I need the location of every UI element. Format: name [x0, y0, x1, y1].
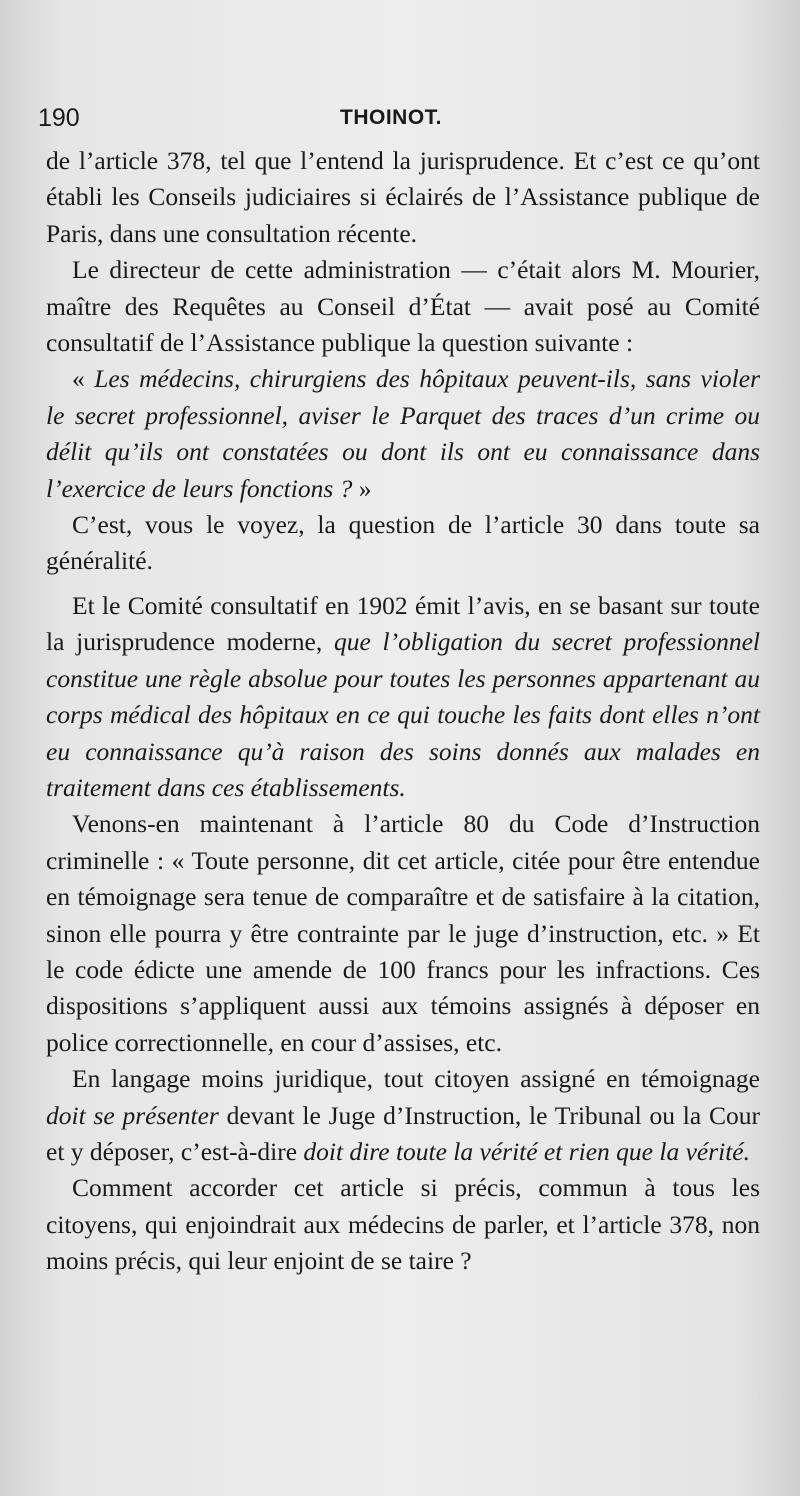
paragraph-7-b-italic: doit se présenter: [46, 1100, 219, 1130]
paragraph-8: Comment accorder cet article si précis, commun à tous les citoyens, qui enjoindrait aux médecins de parler, et l’article 378, non moins précis, qui leur enjoint de se taire ?: [46, 1173, 760, 1276]
paragraph-6: Venons-en maintenant à l’article 80 du Code d’Instruction criminelle : « Toute personne, dit cet article, citée pour être entendue en témoignage sera tenue de comparaître et de satisfaire à la citation, sinon elle pourra y être contrainte par le juge d’instruction, etc. » Et le code édicte une amende de 100 francs pour les infractions. Ces dispositions s’appliquent aussi aux témoins assignés à déposer en police correctionnelle, en cour d’assises, etc.: [46, 809, 760, 1057]
paragraph-5-plain: Et le Comité consultatif en 1902 émit l’avis, en se basant sur toute la jurisprudence moderne,: [46, 590, 760, 657]
paragraph-7-c: devant le Juge d’Instruction, le Tribunal ou la Cour et y déposer, c’est-à-dire: [46, 1100, 760, 1166]
quote-close: »: [352, 473, 372, 503]
body-text: [46, 143, 760, 1280]
paragraph-4: C’est, vous le voyez, la question de l’article 30 dans toute sa généralité.: [46, 510, 760, 576]
running-head: THOINOT.: [340, 106, 442, 129]
paragraph-1: de l’article 378, tel que l’entend la jurisprudence. Et c’est ce qu’ont établi les Conseils judiciaires si éclairés de l’Assistance publique de Paris, dans une consultation récente.: [46, 146, 760, 248]
paragraph-3-quote: [46, 361, 760, 507]
quote-open: «: [72, 364, 95, 394]
quote-italic-text: Les médecins, chirurgiens des hôpitaux peuvent-ils, sans violer le secret professionnel, aviser le Parquet des traces d’un crime ou délit qu’ils ont constatées ou dont ils ont eu connaissance dans l’exercice de leurs fonctions ?: [46, 364, 760, 503]
paragraph-7: [46, 1061, 760, 1170]
paragraph-7-d-italic: doit dire toute la vérité et rien que la vérité.: [303, 1136, 750, 1166]
paragraph-5: [46, 588, 760, 806]
page-header: [38, 100, 758, 136]
paragraph-7-a: En langage moins juridique, tout citoyen assigné en témoignage: [72, 1064, 760, 1094]
page-number: 190: [38, 104, 80, 132]
paragraph-2: Le directeur de cette administration — c’était alors M. Mourier, maître des Requêtes au Conseil d’État — avait posé au Comité consultatif de l’Assistance publique la question suivante :: [46, 255, 760, 358]
paragraph-5-italic: que l’obligation du secret professionnel constitue une règle absolue pour toutes les personnes appartenant au corps médical des hôpitaux en ce qui touche les faits dont elles n’ont eu connaissance qu’à raison des soins donnés aux malades en traitement dans ces établissements.: [46, 627, 760, 802]
